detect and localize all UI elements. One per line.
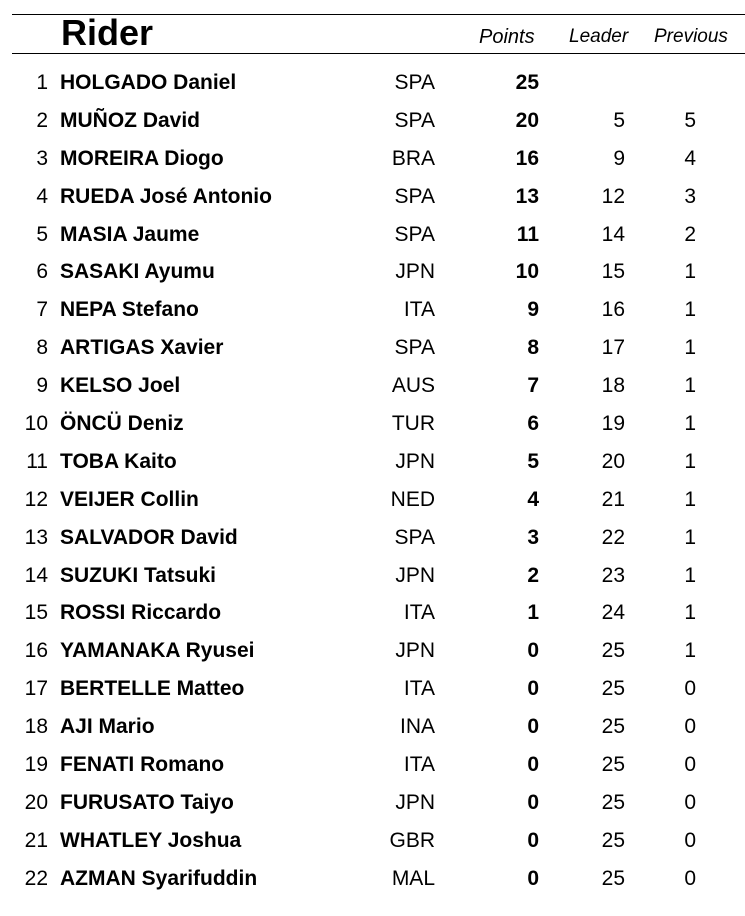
nation: ITA — [403, 601, 435, 625]
gap-leader: 25 — [601, 677, 625, 701]
column-header-leader: Leader — [569, 26, 629, 47]
gap-leader: 5 — [613, 108, 625, 132]
standings-table — [0, 65, 745, 899]
nation: BRA — [391, 146, 435, 170]
gap-leader: 23 — [601, 563, 625, 587]
position: 19 — [24, 753, 48, 777]
points: 10 — [515, 260, 539, 284]
gap-previous: 1 — [684, 601, 696, 625]
gap-leader: 20 — [601, 449, 625, 473]
position: 5 — [36, 222, 48, 246]
nation: ITA — [403, 753, 435, 777]
table-row — [0, 671, 745, 709]
position: 3 — [36, 146, 48, 170]
table-row — [0, 103, 745, 141]
gap-leader: 25 — [601, 828, 625, 852]
nation: SPA — [394, 108, 435, 132]
position: 15 — [24, 601, 48, 625]
rider-name: MOREIRA Diogo — [60, 146, 224, 170]
rider-name: FENATI Romano — [60, 753, 225, 777]
table-row — [0, 292, 745, 330]
gap-previous: 1 — [684, 336, 696, 360]
gap-previous: 1 — [684, 449, 696, 473]
nation: JPN — [395, 563, 435, 587]
rider-name: MUÑOZ David — [60, 108, 201, 132]
position: 1 — [36, 71, 48, 94]
rider-name: NEPA Stefano — [60, 298, 199, 322]
position: 17 — [24, 677, 48, 701]
gap-previous: 1 — [684, 563, 696, 587]
points: 0 — [527, 828, 539, 852]
points: 7 — [527, 374, 539, 398]
nation: JPN — [395, 260, 435, 284]
gap-previous: 3 — [684, 184, 696, 208]
rider-name: YAMANAKA Ryusei — [60, 639, 255, 663]
position: 18 — [24, 715, 48, 739]
gap-previous: 0 — [684, 828, 696, 852]
table-row — [0, 254, 745, 292]
table-row — [0, 444, 745, 482]
points: 0 — [527, 715, 539, 739]
gap-leader: 21 — [601, 487, 625, 511]
points: 5 — [527, 449, 539, 473]
position: 4 — [36, 184, 48, 208]
gap-leader: 19 — [601, 412, 625, 436]
rider-name: HOLGADO Daniel — [60, 71, 237, 94]
gap-leader: 12 — [601, 184, 625, 208]
gap-previous: 0 — [684, 753, 696, 777]
nation: SPA — [394, 222, 435, 246]
gap-previous: 1 — [684, 412, 696, 436]
gap-leader: 16 — [601, 298, 625, 322]
nation: SPA — [394, 71, 435, 94]
points: 4 — [527, 487, 539, 511]
nation: AUS — [391, 374, 435, 398]
rider-name: MASIA Jaume — [60, 222, 200, 246]
position: 21 — [24, 828, 48, 852]
gap-previous: 5 — [684, 108, 696, 132]
table-row — [0, 65, 745, 103]
position: 16 — [24, 639, 48, 663]
points: 25 — [515, 71, 539, 94]
gap-previous: 1 — [684, 374, 696, 398]
rider-name: ROSSI Riccardo — [60, 601, 222, 625]
position: 12 — [24, 487, 48, 511]
points: 2 — [527, 563, 539, 587]
nation: SPA — [394, 336, 435, 360]
gap-leader: 25 — [601, 753, 625, 777]
points: 6 — [527, 412, 539, 436]
nation: MAL — [391, 866, 435, 890]
table-row — [0, 823, 745, 861]
gap-leader: 25 — [601, 715, 625, 739]
gap-leader: 25 — [601, 790, 625, 814]
points: 11 — [516, 222, 539, 246]
gap-leader: 18 — [601, 374, 625, 398]
position: 7 — [36, 298, 48, 322]
points: 1 — [527, 601, 539, 625]
rider-name: FURUSATO Taiyo — [60, 790, 234, 814]
gap-previous: 1 — [684, 639, 696, 663]
gap-leader: 15 — [601, 260, 625, 284]
nation: JPN — [395, 639, 435, 663]
points: 0 — [527, 677, 539, 701]
points: 20 — [515, 108, 539, 132]
table-row — [0, 406, 745, 444]
points: 0 — [527, 753, 539, 777]
points: 0 — [527, 866, 539, 890]
position: 22 — [24, 866, 48, 890]
nation: JPN — [395, 449, 435, 473]
gap-leader: 14 — [601, 222, 625, 246]
position: 10 — [24, 412, 48, 436]
position: 9 — [36, 374, 48, 398]
rider-name: BERTELLE Matteo — [60, 677, 245, 701]
rider-name: ARTIGAS Xavier — [60, 336, 224, 360]
table-row — [0, 558, 745, 596]
table-row — [0, 217, 745, 255]
rider-name: SALVADOR David — [60, 525, 238, 549]
gap-leader: 24 — [601, 601, 625, 625]
gap-previous: 0 — [684, 677, 696, 701]
points: 13 — [515, 184, 539, 208]
table-row — [0, 747, 745, 785]
gap-previous: 1 — [684, 260, 696, 284]
table-row — [0, 520, 745, 558]
rider-name: SUZUKI Tatsuki — [60, 563, 216, 587]
gap-previous: 1 — [684, 298, 696, 322]
nation: GBR — [389, 828, 435, 852]
position: 14 — [24, 563, 48, 587]
nation: JPN — [395, 790, 435, 814]
nation: INA — [399, 715, 435, 739]
gap-leader: 17 — [601, 336, 625, 360]
column-header-points: Points — [479, 26, 535, 48]
nation: ITA — [403, 298, 435, 322]
position: 11 — [26, 449, 48, 473]
header-rule — [12, 53, 745, 54]
position: 2 — [36, 108, 48, 132]
table-row — [0, 482, 745, 520]
gap-leader: 9 — [613, 146, 625, 170]
position: 13 — [24, 525, 48, 549]
rider-name: WHATLEY Joshua — [60, 828, 242, 852]
table-row — [0, 709, 745, 747]
nation: ITA — [403, 677, 435, 701]
position: 20 — [24, 790, 48, 814]
table-row — [0, 785, 745, 823]
table-row — [0, 861, 745, 899]
nation: TUR — [391, 412, 435, 436]
rider-name: AZMAN Syarifuddin — [60, 866, 258, 890]
table-row — [0, 368, 745, 406]
gap-previous: 0 — [684, 866, 696, 890]
gap-leader: 25 — [601, 866, 625, 890]
points: 0 — [527, 639, 539, 663]
points: 16 — [515, 146, 539, 170]
gap-previous: 1 — [684, 525, 696, 549]
rider-name: RUEDA José Antonio — [60, 184, 272, 208]
table-row — [0, 633, 745, 671]
gap-previous: 1 — [684, 487, 696, 511]
table-row — [0, 330, 745, 368]
rider-name: VEIJER Collin — [60, 487, 199, 511]
points: 9 — [527, 298, 539, 322]
gap-previous: 0 — [684, 715, 696, 739]
gap-previous: 0 — [684, 790, 696, 814]
gap-leader: 25 — [601, 639, 625, 663]
nation: SPA — [394, 525, 435, 549]
rider-name: KELSO Joel — [60, 374, 181, 398]
rider-name: TOBA Kaito — [60, 449, 177, 473]
page-title: Rider — [61, 12, 154, 53]
gap-previous: 2 — [684, 222, 696, 246]
position: 6 — [36, 260, 48, 284]
gap-previous: 4 — [684, 146, 696, 170]
position: 8 — [36, 336, 48, 360]
points: 0 — [527, 790, 539, 814]
table-row — [0, 595, 745, 633]
points: 3 — [527, 525, 539, 549]
nation: SPA — [394, 184, 435, 208]
table-row — [0, 141, 745, 179]
table-row — [0, 179, 745, 217]
rider-name: SASAKI Ayumu — [60, 260, 215, 284]
nation: NED — [390, 487, 435, 511]
rider-name: ÖNCÜ Deniz — [60, 412, 184, 436]
column-header-previous: Previous — [654, 26, 728, 47]
gap-leader: 22 — [601, 525, 625, 549]
rider-name: AJI Mario — [60, 715, 155, 739]
points: 8 — [527, 336, 539, 360]
